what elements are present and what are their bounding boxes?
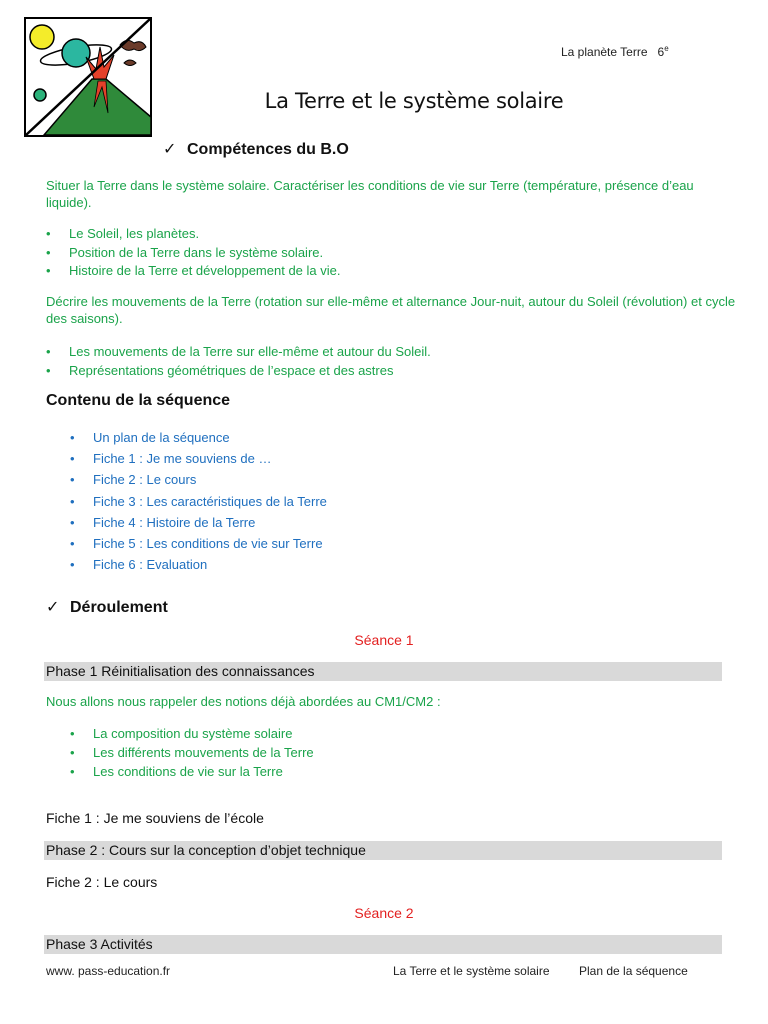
phase1-bar: Phase 1 Réinitialisation des connaissances — [44, 662, 722, 681]
list-item: • Les différents mouvements de la Terre — [70, 743, 314, 762]
list-item: • Fiche 5 : Les conditions de vie sur Terre — [70, 533, 327, 554]
list-item: • Fiche 4 : Histoire de la Terre — [70, 512, 327, 533]
list-item: • Le Soleil, les planètes. — [46, 225, 340, 244]
footer-site: www. pass-education.fr — [46, 964, 171, 978]
header-subject-text: La planète Terre — [561, 45, 648, 59]
competences-list1 — [46, 225, 340, 281]
seance1-label: Séance 1 — [354, 632, 414, 648]
list-item: • Les conditions de vie sur la Terre — [70, 762, 314, 781]
competences-para1: Situer la Terre dans le système solaire. Caractériser les conditions de vie sur Terre (température, présence d’eau liquide). — [46, 178, 694, 210]
competences-list2 — [46, 342, 431, 380]
seance2-label: Séance 2 — [354, 905, 414, 921]
phase1-list — [70, 724, 314, 781]
list-item: • Histoire de la Terre et développement de la vie. — [46, 262, 340, 281]
phase3-bar: Phase 3 Activités — [44, 935, 722, 954]
fiche2-text: Fiche 2 : Le cours — [46, 874, 158, 890]
competences-heading: ✓ Compétences du B.O — [163, 141, 349, 158]
footer-doc-title: La Terre et le système solaire — [393, 964, 550, 978]
competences-para2: Décrire les mouvements de la Terre (rotation sur elle-même et alternance Jour-nuit, autour du Soleil (révolution) et cycle des saisons). — [46, 294, 736, 326]
list-item: • Fiche 3 : Les caractéristiques de la Terre — [70, 491, 327, 512]
checkmark-icon: ✓ — [46, 599, 60, 616]
list-item: • Position de la Terre dans le système solaire. — [46, 244, 340, 263]
page-title: La Terre et le système solaire — [264, 89, 564, 113]
list-item: • Les mouvements de la Terre sur elle-même et autour du Soleil. — [46, 342, 431, 361]
list-item: • Représentations géométriques de l’espace et des astres — [46, 361, 431, 380]
list-item: • Fiche 2 : Le cours — [70, 469, 327, 490]
list-item: • Fiche 6 : Evaluation — [70, 554, 327, 575]
contenu-list — [70, 427, 327, 575]
header-subject — [561, 44, 669, 59]
checkmark-icon: ✓ — [163, 141, 177, 158]
logo-image — [24, 17, 152, 137]
list-item: • Un plan de la séquence — [70, 427, 327, 448]
footer-section: Plan de la séquence — [579, 964, 688, 978]
contenu-heading: Contenu de la séquence — [46, 392, 231, 409]
deroulement-heading: ✓ Déroulement — [46, 599, 168, 616]
phase2-bar: Phase 2 : Cours sur la conception d’objet technique — [44, 841, 722, 860]
fiche1-text: Fiche 1 : Je me souviens de l’école — [46, 810, 264, 826]
list-item: • Fiche 1 : Je me souviens de … — [70, 448, 327, 469]
list-item: • La composition du système solaire — [70, 724, 314, 743]
phase1-intro: Nous allons nous rappeler des notions déjà abordées au CM1/CM2 : — [46, 694, 441, 709]
header-level: 6e — [657, 44, 669, 59]
